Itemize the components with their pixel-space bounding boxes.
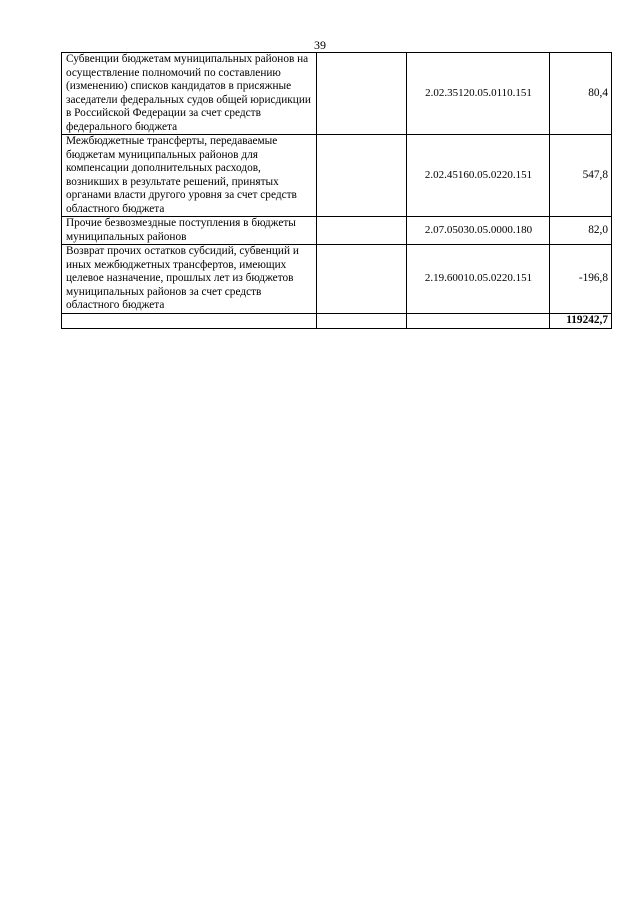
table-row [62, 135, 612, 217]
row-empty-cell [317, 135, 407, 217]
row-code: 2.02.35120.05.0110.151 [407, 53, 550, 135]
row-sum: -196,8 [550, 245, 612, 314]
row-name: Прочие безвозмездные поступления в бюджеты муниципальных районов [62, 217, 317, 245]
row-empty-cell [317, 245, 407, 314]
table-row [62, 217, 612, 245]
row-sum: 80,4 [550, 53, 612, 135]
table-row [62, 245, 612, 314]
row-code: 2.02.45160.05.0220.151 [407, 135, 550, 217]
row-name: Возврат прочих остатков субсидий, субвенций и иных межбюджетных трансфертов, имеющих целевое назначение, прошлых лет из бюджетов муниципальных районов за счет средств областного бюджета [62, 245, 317, 314]
row-code: 2.19.60010.05.0220.151 [407, 245, 550, 314]
total-empty-cell [317, 313, 407, 328]
row-sum: 82,0 [550, 217, 612, 245]
row-code: 2.07.05030.05.0000.180 [407, 217, 550, 245]
row-name: Субвенции бюджетам муниципальных районов на осуществление полномочий по составлению (изменению) списков кандидатов в присяжные заседатели федеральных судов общей юрисдикции в Российской Федерации за счет средств федерального бюджета [62, 53, 317, 135]
row-empty-cell [317, 53, 407, 135]
row-empty-cell [317, 217, 407, 245]
row-sum: 547,8 [550, 135, 612, 217]
total-empty-cell [62, 313, 317, 328]
total-sum: 119242,7 [550, 313, 612, 328]
budget-table [61, 52, 612, 329]
page-number: 39 [314, 38, 326, 52]
table-row [62, 53, 612, 135]
row-name: Межбюджетные трансферты, передаваемые бюджетам муниципальных районов для компенсации дополнительных расходов, возникших в результате решений, принятых органами власти другого уровня за счет средств областного бюджета [62, 135, 317, 217]
total-row [62, 313, 612, 328]
total-empty-cell [407, 313, 550, 328]
